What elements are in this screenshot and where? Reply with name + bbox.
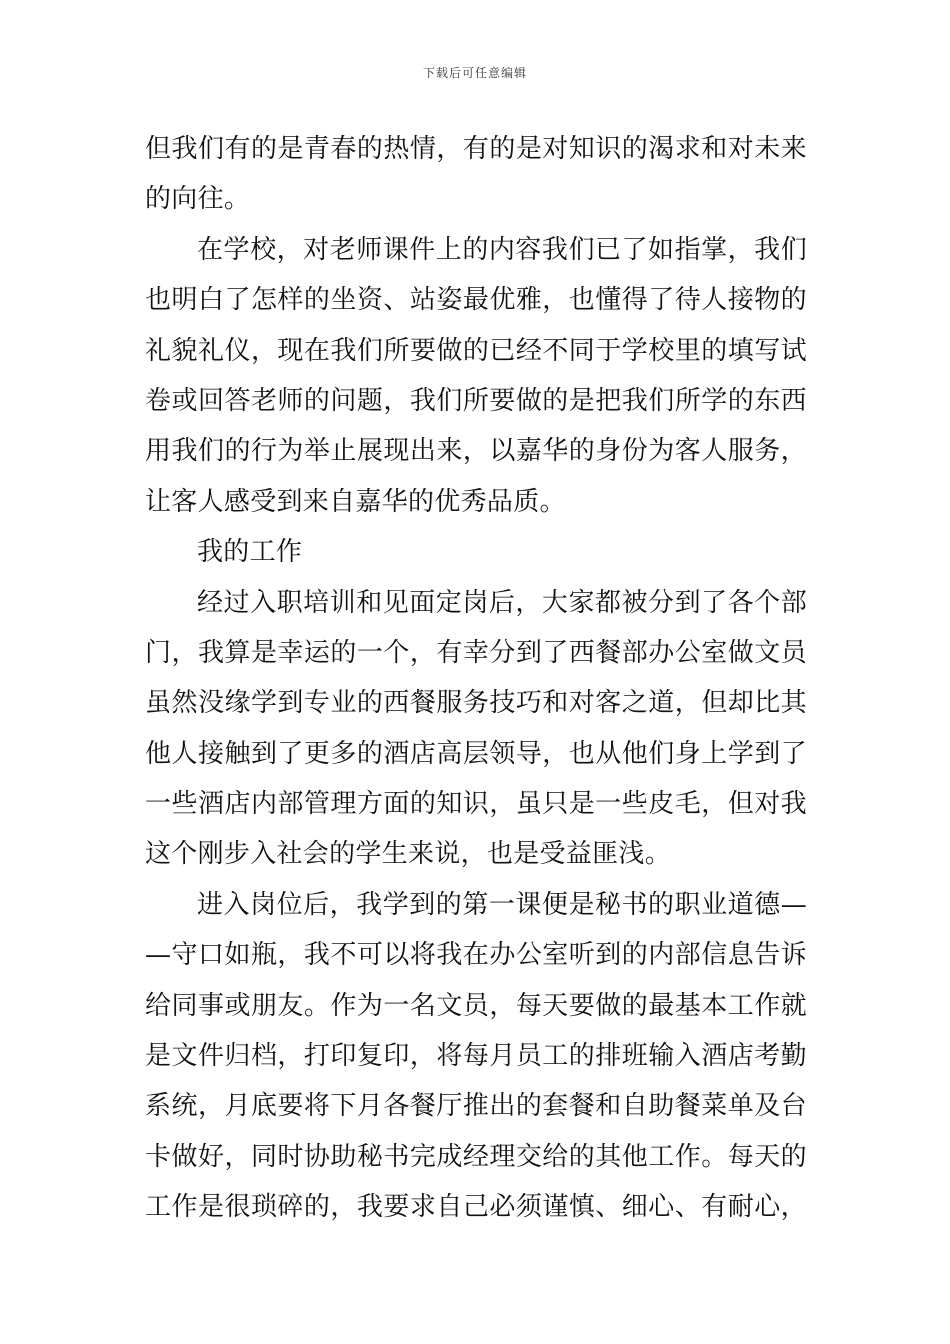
document-body [145, 124, 807, 1233]
text-line: 在学校，对老师课件上的内容我们已了如指掌，我们 [197, 234, 807, 265]
text-line: 也明白了怎样的坐资、站姿最优雅，也懂得了待人接物的 [145, 285, 807, 316]
text-line: 的向往。 [145, 184, 251, 215]
text-line: 他人接触到了更多的酒店高层领导，也从他们身上学到了 [145, 738, 807, 769]
text-line: 让客人感受到来自嘉华的优秀品质。 [145, 486, 566, 517]
text-line: 一些酒店内部管理方面的知识，虽只是一些皮毛，但对我 [145, 789, 807, 820]
text-line: 虽然没缘学到专业的西餐服务技巧和对客之道，但却比其 [145, 688, 807, 719]
text-line: 这个刚步入社会的学生来说，也是受益匪浅。 [145, 839, 672, 870]
page-header: 下载后可任意编辑 [422, 66, 527, 80]
text-line: 工作是很琐碎的，我要求自己必须谨慎、细心、有耐心， [145, 1192, 807, 1223]
text-line: 卡做好，同时协助秘书完成经理交给的其他工作。每天的 [145, 1141, 807, 1172]
text-line: 但我们有的是青春的热情，有的是对知识的渴求和对未来 [145, 134, 807, 164]
text-line: 我的工作 [197, 537, 303, 568]
text-line: 经过入职培训和见面定岗后，大家都被分到了各个部 [197, 587, 807, 618]
text-line: 给同事或朋友。作为一名文员，每天要做的最基本工作就 [145, 990, 807, 1021]
text-line: 进入岗位后，我学到的第一课便是秘书的职业道德— [197, 889, 807, 920]
text-line: 系统，月底要将下月各餐厅推出的套餐和自助餐菜单及台 [145, 1091, 807, 1122]
text-line: 是文件归档，打印复印，将每月员工的排班输入酒店考勤 [145, 1041, 807, 1072]
text-line: 用我们的行为举止展现出来，以嘉华的身份为客人服务， [145, 436, 807, 467]
text-line: 门，我算是幸运的一个，有幸分到了西餐部办公室做文员 [145, 637, 807, 668]
text-line: 礼貌礼仪，现在我们所要做的已经不同于学校里的填写试 [145, 335, 807, 366]
text-line: —守口如瓶，我不可以将我在办公室听到的内部信息告诉 [145, 940, 807, 971]
text-line: 卷或回答老师的问题，我们所要做的是把我们所学的东西 [145, 385, 807, 416]
